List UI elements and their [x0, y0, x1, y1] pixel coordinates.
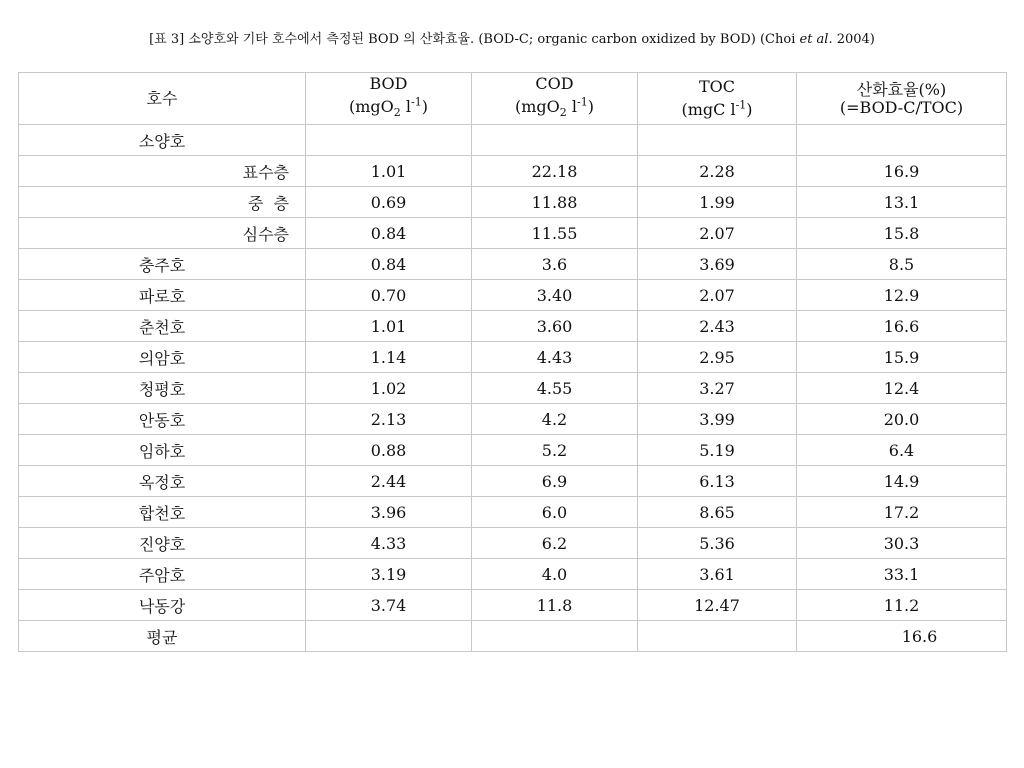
header-eff-title: 산화효율(%): [856, 79, 947, 99]
toc-cell: 2.07: [638, 218, 797, 249]
eff-cell: 14.9: [797, 466, 1007, 497]
toc-cell: 12.47: [638, 590, 797, 621]
lake-name: 충주호: [19, 249, 306, 280]
cod-cell: 4.0: [472, 559, 638, 590]
layer-name: 표수층: [19, 156, 306, 187]
bod-cell: 3.19: [306, 559, 472, 590]
toc-cell: 5.19: [638, 435, 797, 466]
lake-name: 춘천호: [19, 311, 306, 342]
header-bod-title: BOD: [369, 74, 408, 94]
eff-cell: 30.3: [797, 528, 1007, 559]
toc-cell: 2.28: [638, 156, 797, 187]
lake-name: 주암호: [19, 559, 306, 590]
lake-rows: [19, 249, 1007, 621]
average-row: [19, 621, 1007, 652]
bod-cell: 4.33: [306, 528, 472, 559]
lake-row: [19, 404, 1007, 435]
bod-cell: 2.44: [306, 466, 472, 497]
header-eff-formula: (=BOD-C/TOC): [839, 97, 964, 117]
cod-cell: 4.55: [472, 373, 638, 404]
table-caption: [0, 28, 1024, 47]
cod-cell: 3.6: [472, 249, 638, 280]
lake-row: [19, 466, 1007, 497]
lake-row: [19, 373, 1007, 404]
bod-cell: 2.13: [306, 404, 472, 435]
eff-cell: 12.4: [797, 373, 1007, 404]
lake-name: 진양호: [19, 528, 306, 559]
bod-cell: 1.14: [306, 342, 472, 373]
toc-cell: 3.69: [638, 249, 797, 280]
empty-cell: [638, 125, 797, 156]
bod-cell: 1.01: [306, 311, 472, 342]
empty-cell: [472, 125, 638, 156]
lake-row: [19, 280, 1007, 311]
eff-cell: 11.2: [797, 590, 1007, 621]
toc-cell: 2.43: [638, 311, 797, 342]
eff-cell: 12.9: [797, 280, 1007, 311]
eff-cell: 8.5: [797, 249, 1007, 280]
bod-cell: 0.70: [306, 280, 472, 311]
empty-cell: [306, 125, 472, 156]
lake-name: 낙동강: [19, 590, 306, 621]
caption-italic: et al.: [799, 32, 833, 47]
bod-cell: 0.84: [306, 249, 472, 280]
toc-cell: 3.99: [638, 404, 797, 435]
header-cod-title: COD: [535, 74, 574, 94]
layer-row: [19, 218, 1007, 249]
eff-cell: 17.2: [797, 497, 1007, 528]
lake-row: [19, 559, 1007, 590]
cod-cell: 6.2: [472, 528, 638, 559]
header-bod: [306, 73, 472, 125]
header-cod-unit: (mgO$_2$ $l^{-1}$): [515, 95, 594, 119]
layer-name: 중 층: [19, 187, 306, 218]
empty-cell: [472, 621, 638, 652]
lake-row: [19, 249, 1007, 280]
lake-row: [19, 590, 1007, 621]
toc-cell: 3.27: [638, 373, 797, 404]
lake-name: 파로호: [19, 280, 306, 311]
lake-name: 안동호: [19, 404, 306, 435]
caption-text: [표 3] 소양호와 기타 호수에서 측정된 BOD 의 산화효율. (BOD-C; organic carbon oxidized by BOD) (Choi: [149, 32, 800, 47]
eff-cell: 20.0: [797, 404, 1007, 435]
toc-cell: 2.07: [638, 280, 797, 311]
lake-row: [19, 342, 1007, 373]
soyang-name: 소양호: [19, 125, 306, 156]
toc-cell: 2.95: [638, 342, 797, 373]
eff-cell: 16.9: [797, 156, 1007, 187]
eff-cell: 16.6: [797, 311, 1007, 342]
header-toc-unit: (mgC $l^{-1}$): [681, 98, 753, 119]
lake-name: 청평호: [19, 373, 306, 404]
header-efficiency: [797, 73, 1007, 125]
lake-row: [19, 497, 1007, 528]
lake-name: 의암호: [19, 342, 306, 373]
cod-cell: 4.2: [472, 404, 638, 435]
layer-row: [19, 156, 1007, 187]
cod-cell: 11.8: [472, 590, 638, 621]
soyang-row: [19, 125, 1007, 156]
average-eff: 16.6: [797, 621, 1007, 652]
bod-cell: 3.96: [306, 497, 472, 528]
empty-cell: [797, 125, 1007, 156]
cod-cell: 6.9: [472, 466, 638, 497]
bod-cell: 1.02: [306, 373, 472, 404]
toc-cell: 1.99: [638, 187, 797, 218]
cod-cell: 11.88: [472, 187, 638, 218]
average-label: 평균: [19, 621, 306, 652]
cod-cell: 3.60: [472, 311, 638, 342]
bod-cell: 0.84: [306, 218, 472, 249]
header-lake: 호수: [19, 73, 306, 125]
toc-cell: 8.65: [638, 497, 797, 528]
cod-cell: 11.55: [472, 218, 638, 249]
eff-cell: 15.9: [797, 342, 1007, 373]
bod-cell: 3.74: [306, 590, 472, 621]
lake-name: 합천호: [19, 497, 306, 528]
eff-cell: 6.4: [797, 435, 1007, 466]
bod-cell: 1.01: [306, 156, 472, 187]
header-cod: [472, 73, 638, 125]
lake-name: 임하호: [19, 435, 306, 466]
caption-suffix: 2004): [832, 32, 875, 47]
layer-name: 심수층: [19, 218, 306, 249]
empty-cell: [306, 621, 472, 652]
toc-cell: 3.61: [638, 559, 797, 590]
cod-cell: 4.43: [472, 342, 638, 373]
cod-cell: 6.0: [472, 497, 638, 528]
header-toc: [638, 73, 797, 125]
toc-cell: 5.36: [638, 528, 797, 559]
bod-cell: 0.69: [306, 187, 472, 218]
header-row: [19, 73, 1007, 125]
eff-cell: 13.1: [797, 187, 1007, 218]
cod-cell: 5.2: [472, 435, 638, 466]
toc-cell: 6.13: [638, 466, 797, 497]
layer-row: [19, 187, 1007, 218]
header-bod-unit: (mgO$_2$ $l^{-1}$): [349, 95, 428, 119]
lake-name: 옥정호: [19, 466, 306, 497]
eff-cell: 33.1: [797, 559, 1007, 590]
cod-cell: 3.40: [472, 280, 638, 311]
lake-row: [19, 311, 1007, 342]
bod-cell: 0.88: [306, 435, 472, 466]
empty-cell: [638, 621, 797, 652]
header-toc-title: TOC: [698, 77, 736, 97]
bod-oxidation-table: [18, 72, 1007, 652]
lake-row: [19, 435, 1007, 466]
cod-cell: 22.18: [472, 156, 638, 187]
lake-row: [19, 528, 1007, 559]
eff-cell: 15.8: [797, 218, 1007, 249]
